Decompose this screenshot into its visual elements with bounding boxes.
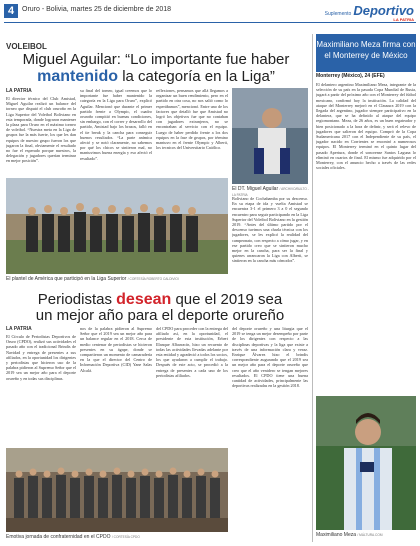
headline-line2-rest: la categoría en la Liga” <box>122 68 275 85</box>
player-caption-text: Maximiliano Meza <box>316 532 357 538</box>
headline-line1: Miguel Aguilar: “Lo importante fue haber <box>22 51 290 68</box>
coach-caption-text: El DT. Miguel Aguilar <box>232 186 279 192</box>
article1-column-2: su final del torneo, igual creemos que lo importante fue haber mantenido la categoría en la Liga para Oruro”, explicó Aguilar. Mencionó que durante el primer partido frente a Olympic, el cuadro oruroño compitió en buenas condiciones, sin embargo, con el correr y desarrollo del partido, Amistad bajo los brazos, falló en el tie break y la cancha para conseguir buenos resultados. “La parte anímica afectó y se notó claramente, no sabemos por qué los chicos se sintieron mal, no mantuvimos buena energía y eso afectó el resultado”. <box>80 88 152 161</box>
article2-tag: LA PATRIA <box>6 326 32 332</box>
section-label: VOLEIBOL <box>6 42 47 51</box>
dateline: Oruro - Bolivia, martes 25 de diciembre de 2018 <box>22 6 172 13</box>
sidebar-column: El delantero argentino Maximiliano Meza, integrante de la selección de su país en la pasada Copa Mundial de Rusia, jugará a partir del próximo año con el Monterrey del fútbol mexicano, confirmó hoy la institución. La calidad del ataque del Monterrey mejoró en el Clausura 2019 con la llegada del argentino, jugador siempre participativo en la delantera, que se ha definido al ataque del equipo regiomontano. Meza, de 26 años, es un buen regateador y bien posicionado a la hora de definir, y será el relevo de jugadores que salieron del equipo. Compró de la Copa Sudamericana 2017 con el Independiente de su país, el jugador nacido en Corrientes se encontró a numerosos equipos. El Monterrey terminó en el quinto lugar del pasado Apertura, donde el sonorense Santos Laguna lo eliminó en cuartos de final. El mismo fue adquirido por el Monterrey, con el anuncio hecho a través de las redes sociales oficiales. <box>316 82 416 171</box>
article2-column-3: del CPDO para proceder con la entrega del afiliado así, en la oportunidad, el presidente de esta institución, Erbert Illanque Albarracín, hizo un recuento de todas las actividades llevadas adelante por esta entidad y agradeció a todos los socios, los que ayudaron a cumplir el trabajo. Después de este acto, se procedió a la entrega de presentes a cada uno de los periodistas afiliados. <box>156 326 228 378</box>
brand-name: Deportivo <box>353 3 414 18</box>
article2-column-2: nos de la palabra pidieron al Supremo Señor que el 2019 sea un mejor año para un balance regular en el 2018. Cerca de medio centenar de periodistas se hicieron presentes en su ágape, donde se compartieron un momento de camaradería en la que el director del Centro de Información Deportiva (CID) Yane Salas Alcalá. <box>80 326 152 373</box>
brand-sup: Suplemento <box>324 11 352 17</box>
page-number: 4 <box>4 4 18 18</box>
article1-col1-text: El director técnico del Club Amistad, Miguel Aguilar realizó un balance del torneo que disputó el club oruroño en la Liga Superior del Voleibol Boliviano en esta temporada, donde lograron mantener la plaza para Oruro en el máximo torneo de voleibol. “Nuestra meta en la Liga de grupos fue la más fuerte, los que les dan equipos de nuestro grupo fueron los que jugaron la final, obviamente el resultado no fue el esperado porque nuestros, la delegación y jugadores querían terminar en mejor posición”. <box>6 96 76 164</box>
article2-headline <box>10 292 310 324</box>
coach-photo <box>232 88 308 184</box>
headline-line2 <box>6 68 306 85</box>
team-caption-credit: / CORTESÍA ROBERTO CALDIVIOI <box>127 277 179 281</box>
headline2-line2: un mejor año para el deporte orureño <box>35 307 285 324</box>
article1-column-4: Boliviano de Cochabamba por su descenso. En su etapa de ida y vuelta Amistad se encuentra 3-1 el primero 3 a 0 el segundo encuentro para seguir participando en la Liga Superior del Voleibol Boliviano en la gestión 2019. “Antes del último partido por el descenso tuvimos una charla técnica con los jugadores, se les explicó la realidad del campeonato, con respecto a cómo jugar, y en ese partido creo que se sintieron mucho mejor en la cancha, para ser la final y quienes arrancaron la Liga con Alberti, se sintieron en la cancha más cómodos”. <box>232 196 308 264</box>
headline2-highlight: desean <box>116 291 172 308</box>
team-caption-text: El plantel de América que participó en la Liga Superior <box>6 276 127 282</box>
article2-col1-text: El Círculo de Periodistas Deportivos de Oruro (CPDO), realizó sus actividades el pasado año con el tradicional Brindis de Navidad y entrega de presentes a sus afiliados, en la oportunidad los dirigentes y periodistas que hicieron uso de la palabra pidieron al Supremo Señor que el 2019 sea un mejor año para el deporte orureño y en todas sus disciplinas. <box>6 334 76 381</box>
sidebar-dateline: Monterrey (México), 24 (EFE) <box>316 73 385 79</box>
header-divider <box>4 22 416 23</box>
article1-column-3: reflexiones, pensamos que allá llegamos a organizar un buen rendimiento, pero en el partido en otra cosa, no nos salió como lo esperábamos”, mencionó. Entre uno de los factores que detalló fue que Amistad no logró los objetivos fue que no contaban con jugadores extranjeros, no se encontraban al servicio con el equipo. Luego de haber perdido frente a los dos equipos en la fase de grupos, por término mantuvo en el frente Olympic y Alberti, los tecnicos del Universitario Católico. <box>156 88 228 151</box>
article2-column-1 <box>6 326 76 446</box>
brand-sub: LA PATRIA <box>393 17 414 22</box>
headline2-post: que el 2019 sea <box>175 291 283 308</box>
sidebar-headline: Maximiliano Meza firma con el Monterrey de México <box>316 34 416 72</box>
team-photo <box>6 178 228 274</box>
article2-column-4: del deporte orureño y una liturgia que el 2019 se tenga un mejor desempeño por parte de los dirigentes con respecto a las disciplinas deportivas y la liga que existe a través de una información clara y veraz. Enrique Álvarez hizo el brindis correspondiente augurando que el 2019 sea un mejor año para el deporte orureño que creo que el año venidero se tengan mejores resultados. El CPDO tiene una buena cantidad de actividades, principalmente las deportivas realizadas en la gestión 2018. <box>232 326 308 389</box>
article1-headline <box>6 51 306 85</box>
headline2-line1 <box>10 292 310 308</box>
cpdo-photo-caption <box>6 534 306 540</box>
brand-logo <box>322 2 414 22</box>
player-caption-credit: / MÁLTURA.COM <box>357 533 383 537</box>
cpdo-caption-credit: / CORTESÍA CPDO <box>111 535 140 539</box>
team-photo-caption <box>6 276 306 282</box>
player-photo <box>316 396 416 530</box>
player-photo-caption <box>316 532 416 538</box>
headline2-pre: Periodistas <box>37 291 112 308</box>
article1-tag: LA PATRIA <box>6 88 32 94</box>
headline-highlight: mantenido <box>37 68 119 85</box>
sidebar-divider <box>312 34 313 542</box>
cpdo-photo <box>6 448 228 532</box>
coach-caption-credit: / ARCHIVO/BULTO - LA PATRIA <box>232 187 309 197</box>
cpdo-caption-text: Emotiva jornada de confraternidad en el CPDO <box>6 534 111 540</box>
page-header <box>0 0 420 32</box>
